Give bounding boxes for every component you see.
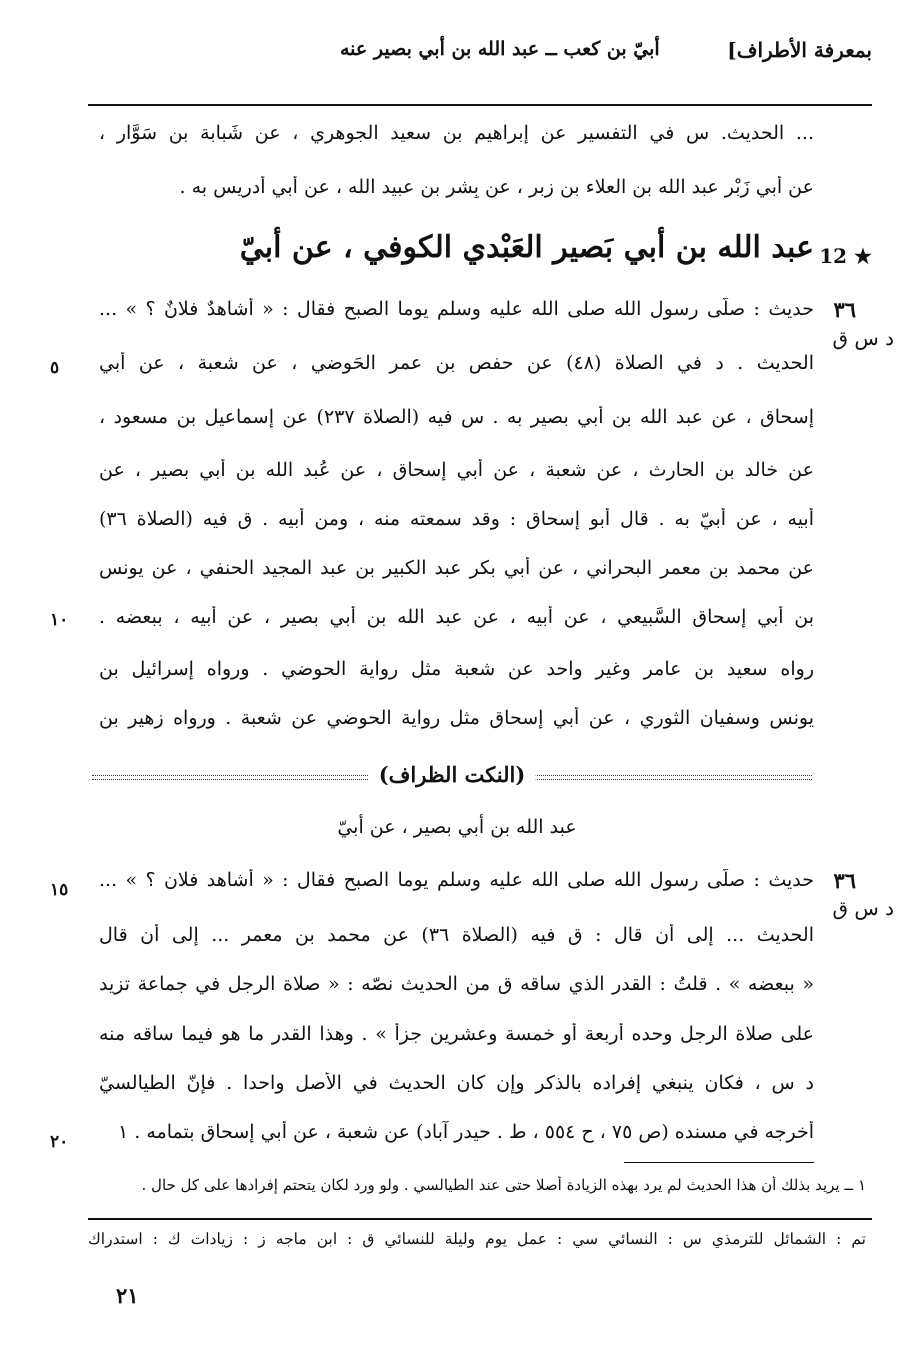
section-subtitle: عبد الله بن أبي بصير ، عن أبيّ <box>337 816 577 838</box>
section-divider-label: (النكت الظراف) <box>369 762 536 787</box>
text-line: د س ، فكان ينبغي إفراده بالذكر وإن كان الحديث في الأصل واحدا . فإنّ الطيالسيّ <box>99 1072 814 1094</box>
hadith-number: ٣٦ <box>833 297 856 322</box>
text-line: عن محمد بن معمر البحراني ، عن أبي بكر عبد الكبير بن عبد المجيد الحنفي ، عن يونس <box>99 557 814 579</box>
sigla: د س ق <box>832 896 894 920</box>
margin-line-number: ٢٠ <box>50 1132 69 1152</box>
footnote-rule <box>624 1162 814 1163</box>
text-line: حديث : صلّى رسول الله صلى الله عليه وسلم يوما الصبح فقال : « أشاهدٌ فلانٌ ؟ » ... <box>99 298 814 320</box>
margin-line-number: ٥ <box>50 358 60 378</box>
header-rule <box>88 104 872 106</box>
entry-number: 12 ★ <box>819 244 872 268</box>
hadith-number: ٣٦ <box>833 868 856 893</box>
margin-line-number: ١٥ <box>50 880 69 900</box>
header-chapter-title: بمعرفة الأطراف] <box>727 38 872 62</box>
margin-line-number: ١٠ <box>50 610 69 630</box>
text-line: بن أبي إسحاق السَّبيعي ، عن أبيه ، عن عبد الله بن أبي بصير ، عن أبيه ، ببعضه . <box>99 606 814 628</box>
text-line: « ببعضه » . قلتُ : القدر الذي ساقه ق من الحديث نصّه : « صلاة الرجل في جماعة تزيد <box>99 973 814 995</box>
page-number: ٢١ <box>116 1283 139 1308</box>
text-line: ... الحديث. س في التفسير عن إبراهيم بن سعيد الجوهري ، عن شَبابة بن سَوَّار ، <box>99 122 814 144</box>
text-line: إسحاق ، عن عبد الله بن أبي بصير به . س فيه (الصلاة ٢٣٧) عن إسماعيل بن مسعود ، <box>99 406 814 428</box>
header-section-title: أبيّ بن كعب ــ عبد الله بن أبي بصير عنه <box>340 38 660 60</box>
text-line: رواه سعيد بن عامر وغير واحد عن شعبة مثل رواية الحوضي . ورواه إسرائيل بن <box>99 658 814 680</box>
text-line: حديث : صلّى رسول الله صلى الله عليه وسلم يوما الصبح فقال : « أشاهد فلان ؟ » ... <box>99 869 814 891</box>
abbreviations-key: تم : الشمائل للترمذي س : النسائي سي : عمل يوم وليلة للنسائي ق : ابن ماجه ز : زيادات ك : استدراك <box>88 1230 866 1248</box>
text-line: عن أبي زَبْر عبد الله بن العلاء بن زبر ، عن بِشر بن عبيد الله ، عن أبي أدريس به . <box>179 176 814 198</box>
text-line: يونس وسفيان الثوري ، عن أبي إسحاق مثل رواية الحوضي عن شعبة . ورواه زهير بن <box>99 707 814 729</box>
sigla: د س ق <box>832 326 894 350</box>
abbreviations-rule <box>88 1218 872 1220</box>
footnote: ١ ــ يريد بذلك أن هذا الحديث لم يرد بهذه الزيادة أصلا حتى عند الطيالسي . ولو ورد لكان يتحتم إفرادها على كل حال . <box>141 1176 866 1194</box>
entry-title: عبد الله بن أبي بَصير العَبْدي الكوفي ، عن أبيّ <box>239 230 814 265</box>
running-header <box>0 28 914 78</box>
text-line: عن خالد بن الحارث ، عن شعبة ، عن أبي إسحاق ، عن عُبد الله بن أبي بصير ، عن <box>99 459 814 481</box>
text-line: أخرجه في مسنده (ص ٧٥ ، ح ٥٥٤ ، ط . حيدر آباد) عن شعبة ، عن أبي إسحاق بتمامه . ١ <box>118 1121 814 1143</box>
text-line: الحديث . د في الصلاة (٤٨) عن حفص بن عمر الحَوضي ، عن شعبة ، عن أبي <box>99 352 814 374</box>
text-line: أبيه ، عن أبيّ به . قال أبو إسحاق : وقد سمعته منه ، ومن أبيه . ق فيه (الصلاة ٣٦) <box>99 508 814 530</box>
text-line: الحديث ... إلى أن قال : ق فيه (الصلاة ٣٦) عن محمد بن معمر ... إلى أن قال <box>99 924 814 946</box>
section-divider <box>92 762 812 792</box>
text-line: على صلاة الرجل وحده أربعة أو خمسة وعشرين جزأ » . وهذا القدر ما هو فيما ساقه منه <box>99 1023 814 1045</box>
